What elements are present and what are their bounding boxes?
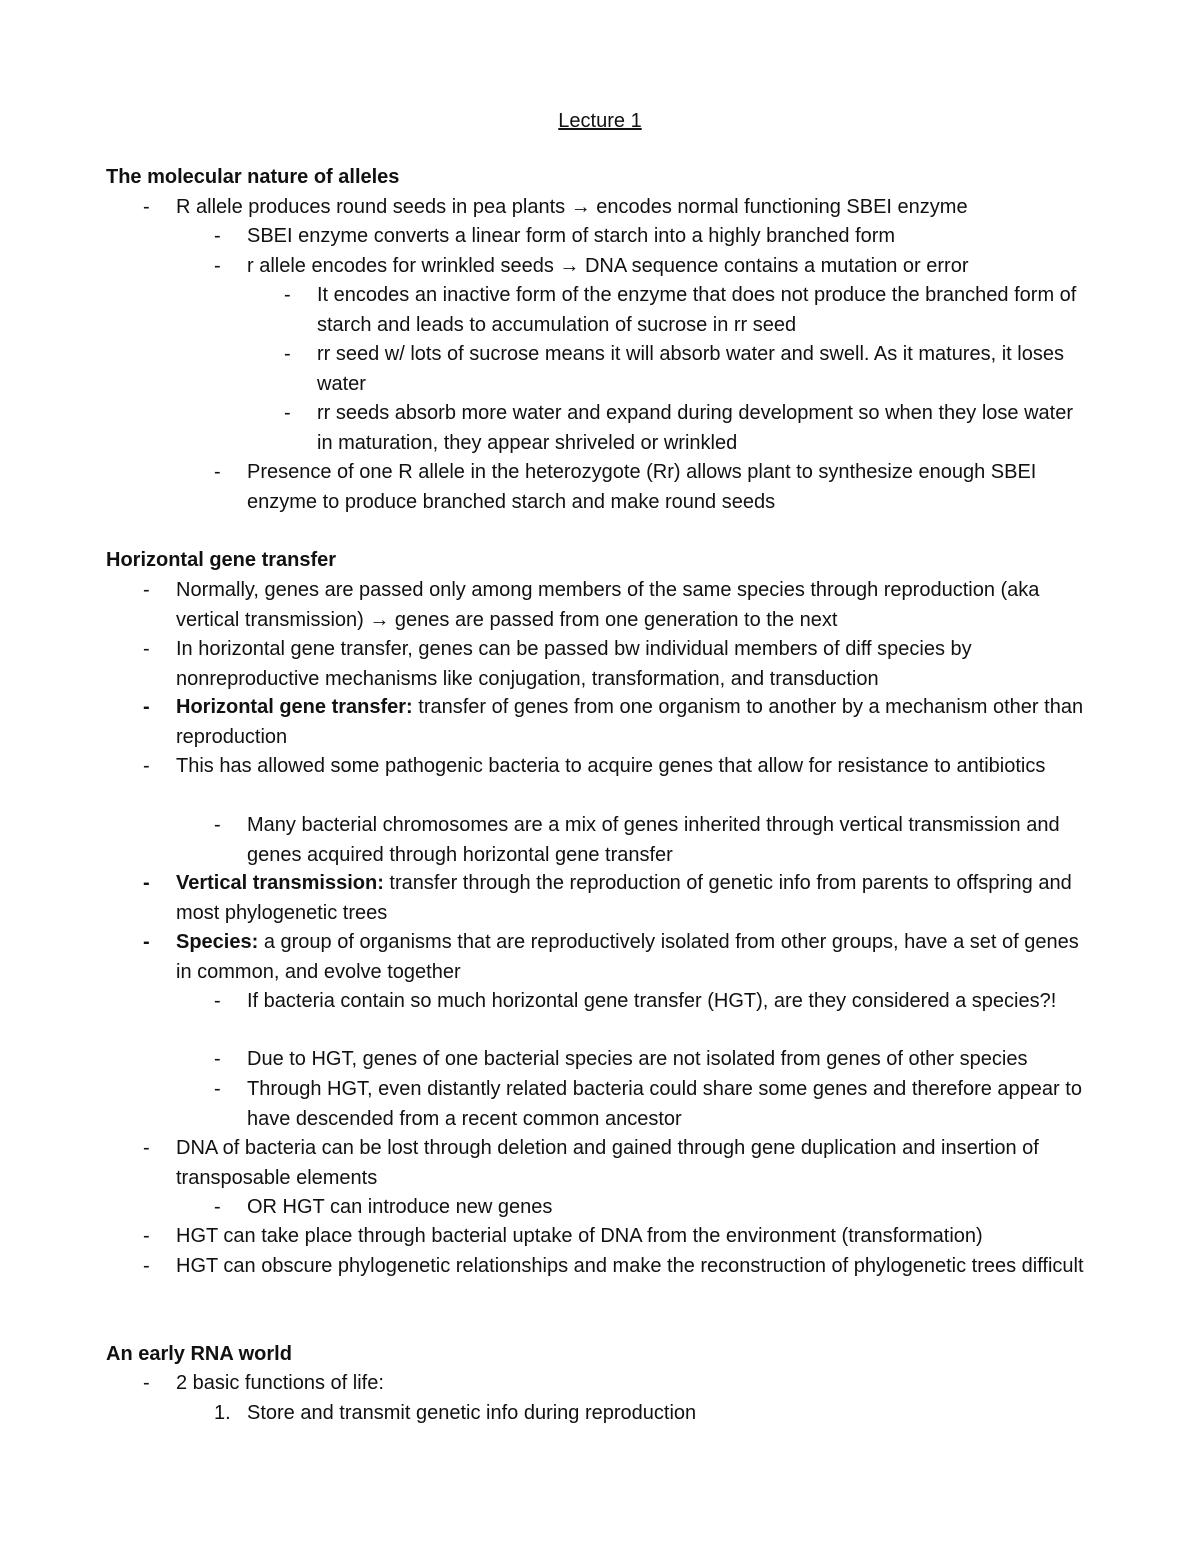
list-item xyxy=(284,281,1087,340)
list-item-text: HGT can obscure phylogenetic relationships and make the reconstruction of phylogenetic trees difficult xyxy=(176,1255,1084,1277)
list-item-text: rr seed w/ lots of sucrose means it will absorb water and swell. As it matures, it loses water xyxy=(317,343,1064,395)
list-item-text: HGT can take place through bacterial uptake of DNA from the environment (transformation) xyxy=(176,1225,983,1247)
section-heading-hgt: Horizontal gene transfer xyxy=(106,549,337,571)
defined-term: Species: xyxy=(176,931,259,953)
list-item xyxy=(143,1369,1096,1399)
definition-text: transfer through the reproduction of genetic info from parents to offspring and most phylogenetic trees xyxy=(176,872,1072,924)
bullet-marker: - xyxy=(214,225,221,247)
definition-item xyxy=(143,928,1096,987)
list-item xyxy=(214,1193,1097,1223)
list-item xyxy=(214,1075,1097,1134)
numbered-item xyxy=(214,1399,1097,1429)
definition-text: a group of organisms that are reproductively isolated from other groups, have a set of genes in common, and evolve together xyxy=(176,931,1079,983)
section-heading-rna-world: An early RNA world xyxy=(106,1343,292,1365)
bullet-marker: - xyxy=(143,1225,150,1247)
bullet-marker: - xyxy=(214,814,221,836)
definition-item xyxy=(143,869,1096,928)
definition-item xyxy=(143,693,1096,752)
list-item-text: In horizontal gene transfer, genes can be passed bw individual members of diff species by nonreproductive mechanisms like conjugation, transformation, and transduction xyxy=(176,638,972,690)
list-item xyxy=(143,576,1096,635)
bullet-marker: - xyxy=(284,284,291,306)
bullet-marker: - xyxy=(143,579,150,601)
list-item-text: Normally, genes are passed only among members of the same species through reproduction (aka vertical transmission) → genes are passed from one generation to the next xyxy=(176,579,1040,631)
list-item xyxy=(284,399,1087,458)
list-item xyxy=(214,458,1097,517)
bullet-marker: - xyxy=(143,872,150,894)
number-marker: 1. xyxy=(214,1402,231,1424)
bullet-marker: - xyxy=(143,1255,150,1277)
page-title: Lecture 1 xyxy=(558,110,642,132)
list-item-text: r allele encodes for wrinkled seeds → DNA sequence contains a mutation or error xyxy=(247,255,969,277)
list-item xyxy=(214,987,1097,1017)
bullet-marker: - xyxy=(143,755,150,777)
list-item xyxy=(214,811,1097,870)
bullet-marker: - xyxy=(284,402,291,424)
list-item xyxy=(143,1134,1096,1193)
list-item xyxy=(143,635,1096,694)
list-item xyxy=(214,222,1097,252)
defined-term: Vertical transmission: xyxy=(176,872,384,894)
list-item-text: rr seeds absorb more water and expand during development so when they lose water in maturation, they appear shriveled or wrinkled xyxy=(317,402,1073,454)
list-item xyxy=(284,340,1087,399)
bullet-marker: - xyxy=(143,696,150,718)
list-item-text: Presence of one R allele in the heterozygote (Rr) allows plant to synthesize enough SBEI enzyme to produce branched starch and make round seeds xyxy=(247,461,1037,513)
list-item-text: DNA of bacteria can be lost through deletion and gained through gene duplication and insertion of transposable elements xyxy=(176,1137,1039,1189)
bullet-marker: - xyxy=(143,1137,150,1159)
list-item-text xyxy=(176,928,1096,987)
list-item xyxy=(143,1252,1096,1282)
list-item-text: OR HGT can introduce new genes xyxy=(247,1196,553,1218)
list-item-text xyxy=(176,869,1096,928)
bullet-marker: - xyxy=(214,990,221,1012)
list-item-text: It encodes an inactive form of the enzyme that does not produce the branched form of starch and leads to accumulation of sucrose in rr seed xyxy=(317,284,1077,336)
list-item xyxy=(214,252,1097,282)
bullet-marker: - xyxy=(214,1196,221,1218)
bullet-marker: - xyxy=(143,1372,150,1394)
list-item xyxy=(143,752,1096,782)
list-item xyxy=(143,193,1096,223)
defined-term: Horizontal gene transfer: xyxy=(176,696,413,718)
bullet-marker: - xyxy=(143,196,150,218)
bullet-marker: - xyxy=(214,461,221,483)
bullet-marker: - xyxy=(214,255,221,277)
list-item xyxy=(143,1222,1096,1252)
list-item-text: SBEI enzyme converts a linear form of starch into a highly branched form xyxy=(247,225,896,247)
list-item-text xyxy=(176,693,1096,752)
list-item-text: Store and transmit genetic info during reproduction xyxy=(247,1402,697,1424)
bullet-marker: - xyxy=(214,1078,221,1100)
section-heading-alleles: The molecular nature of alleles xyxy=(106,166,400,188)
bullet-marker: - xyxy=(284,343,291,365)
list-item-text: This has allowed some pathogenic bacteria to acquire genes that allow for resistance to antibiotics xyxy=(176,755,1046,777)
list-item xyxy=(214,1045,1097,1075)
list-item-text: If bacteria contain so much horizontal gene transfer (HGT), are they considered a species?! xyxy=(247,990,1057,1012)
list-item-text: R allele produces round seeds in pea plants → encodes normal functioning SBEI enzyme xyxy=(176,196,968,218)
list-item-text: Many bacterial chromosomes are a mix of genes inherited through vertical transmission and genes acquired through horizontal gene transfer xyxy=(247,814,1060,866)
bullet-marker: - xyxy=(214,1048,221,1070)
definition-text: transfer of genes from one organism to another by a mechanism other than reproduction xyxy=(176,696,1084,748)
list-item-text: Due to HGT, genes of one bacterial species are not isolated from genes of other species xyxy=(247,1048,1028,1070)
list-item-text: 2 basic functions of life: xyxy=(176,1372,384,1394)
list-item-text: Through HGT, even distantly related bacteria could share some genes and therefore appear to have descended from a recent common ancestor xyxy=(247,1078,1082,1130)
bullet-marker: - xyxy=(143,931,150,953)
bullet-marker: - xyxy=(143,638,150,660)
